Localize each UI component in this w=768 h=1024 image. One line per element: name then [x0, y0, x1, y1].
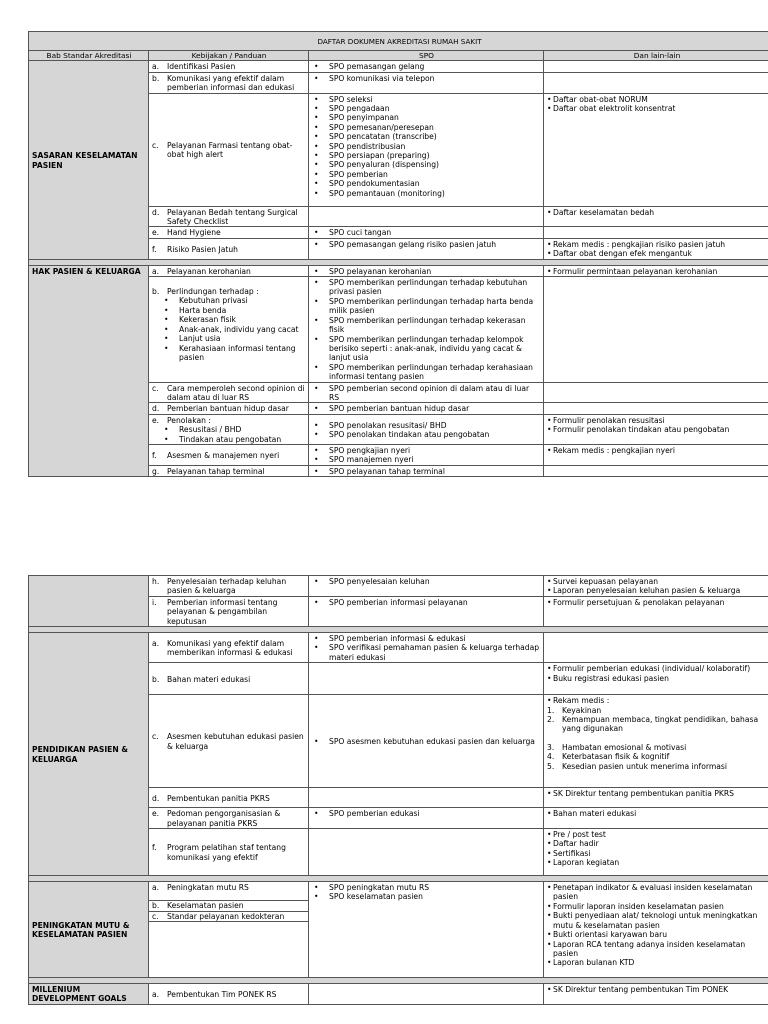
other-cell: [544, 61, 768, 72]
section-peningkatan-mutu: PENINGKATAN MUTU & KESELAMATAN PASIEN: [29, 882, 149, 978]
policy-cell: a. Komunikasi yang efektif dalam memberikan informasi & edukasi: [149, 633, 309, 663]
policy-cell: d. Pembentukan panitia PKRS: [149, 788, 309, 808]
spo-cell: • SPO penyelesaian keluhan: [309, 576, 544, 597]
policy-cell: h. Penyelesaian terhadap keluhan pasien & keluarga: [149, 576, 309, 597]
spo-cell: • SPO cuci tangan: [309, 227, 544, 238]
other-cell: • Rekam medis : pengkajian nyeri: [544, 444, 768, 465]
accreditation-table-part-2: [28, 575, 768, 1005]
other-cell: • Daftar obat-obat NORUM • Daftar obat elektrolit konsentrat: [544, 93, 768, 206]
other-cell: • Bahan materi edukasi: [544, 808, 768, 829]
other-cell: [544, 633, 768, 663]
table-row: [29, 265, 768, 276]
other-cell: • Formulir penolakan resusitasi • Formulir penolakan tindakan atau pengobatan: [544, 414, 768, 444]
table-row: [29, 882, 768, 978]
other-cell: • Survei kepuasan pelayanan • Laporan penyelesaian keluhan pasien & keluarga: [544, 576, 768, 597]
spo-cell: • SPO pelayanan tahap terminal: [309, 465, 544, 476]
policy-cell: f. Risiko Pasien Jatuh: [149, 238, 309, 259]
section-sasaran-keselamatan-pasien: SASARAN KESELAMATAN PASIEN: [29, 61, 149, 259]
policy-cell: a. Pelayanan kerohanian: [149, 265, 309, 276]
spo-cell: • SPO pelayanan kerohanian: [309, 265, 544, 276]
column-header-kebijakan: Kebijakan / Panduan: [149, 51, 309, 61]
policy-cell: f. Asesmen & manajemen nyeri: [149, 444, 309, 465]
spo-cell: • SPO pengkajian nyeri • SPO manajemen nyeri: [309, 444, 544, 465]
policy-cell: d. Pelayanan Bedah tentang Surgical Safety Checklist: [149, 206, 309, 227]
other-cell: • Pre / post test • Daftar hadir • Sertifikasi • Laporan kegiatan: [544, 829, 768, 876]
spo-cell: • SPO pemasangan gelang: [309, 61, 544, 72]
column-header-standar: Bab Standar Akreditasi: [29, 51, 149, 61]
spo-cell: • SPO peningkatan mutu RS • SPO keselamatan pasien: [309, 882, 544, 978]
policy-cell: i. Pemberian informasi tentang pelayanan & pengambilan keputusan: [149, 596, 309, 626]
spo-cell: [309, 829, 544, 876]
policy-cell: g. Pelayanan tahap terminal: [149, 465, 309, 476]
spo-cell: [309, 984, 544, 1005]
policy-cell: b. Perlindungan terhadap : • Kebutuhan privasi • Harta benda • Kekerasan fisik • Anak-anak, individu yang cacat • Lanjut usia • Kerahasiaan informasi tentang pasien: [149, 277, 309, 382]
table-row: [29, 576, 768, 597]
spo-cell: • SPO pemberian informasi pelayanan: [309, 596, 544, 626]
policy-cell: c. Pelayanan Farmasi tentang obat-obat high alert: [149, 93, 309, 206]
spo-cell: [309, 206, 544, 227]
table-row: [29, 633, 768, 663]
spo-cell: • SPO asesmen kebutuhan edukasi pasien dan keluarga: [309, 695, 544, 788]
other-cell: [544, 465, 768, 476]
spo-cell: • SPO pemberian bantuan hidup dasar: [309, 403, 544, 414]
policy-cell: c. Cara memperoleh second opinion di dalam atau di luar RS: [149, 382, 309, 403]
other-cell: • Daftar keselamatan bedah: [544, 206, 768, 227]
accreditation-table-part-1: [28, 31, 768, 477]
policy-cell: d. Pemberian bantuan hidup dasar: [149, 403, 309, 414]
spo-cell: • SPO pemberian second opinion di dalam atau di luar RS: [309, 382, 544, 403]
spo-cell: • SPO penolakan resusitasi/ BHD • SPO penolakan tindakan atau pengobatan: [309, 414, 544, 444]
other-cell: • SK Direktur tentang pembentukan panitia PKRS: [544, 788, 768, 808]
section-pendidikan-pasien-keluarga: PENDIDIKAN PASIEN & KELUARGA: [29, 633, 149, 876]
other-cell: • Formulir pemberian edukasi (individual/ kolaboratif) • Buku registrasi edukasi pasien: [544, 663, 768, 695]
other-cell: [544, 72, 768, 93]
column-header-spo: SPO: [309, 51, 544, 61]
policy-cell: f. Program pelatihan staf tentang komunikasi yang efektif: [149, 829, 309, 876]
spo-cell: • SPO seleksi • SPO pengadaan • SPO penyimpanan • SPO pemesanan/peresepan • SPO pencatatan (transcribe) • SPO pendistribusian • SPO persiapan (preparing) • SPO penyaluran (dispensing) • SPO pemberian • SPO pendokumentasian • SPO pemantauan (monitoring): [309, 93, 544, 206]
table-row: [29, 984, 768, 1005]
other-cell: • SK Direktur tentang pembentukan Tim PONEK: [544, 984, 768, 1005]
spo-cell: • SPO pemberian edukasi: [309, 808, 544, 829]
table-row: [29, 61, 768, 72]
other-cell: • Penetapan indikator & evaluasi insiden keselamatan pasien • Formulir laporan insiden keselamatan pasien • Bukti penyediaan alat/ teknologi untuk meningkatkan mutu & keselamatan pasien • Bukti orientasi karyawan baru • Laporan RCA tentang adanya insiden keselamatan pasien • Laporan bulanan KTD: [544, 882, 768, 978]
column-header-lain: Dan lain-lain: [544, 51, 768, 61]
policy-cell: b. Komunikasi yang efektif dalam pemberian informasi dan edukasi: [149, 72, 309, 93]
section-hak-pasien-keluarga-continued: [29, 576, 149, 627]
spo-cell: • SPO pemberian informasi & edukasi • SPO verifikasi pemahaman pasien & keluarga terhadap materi edukasi: [309, 633, 544, 663]
policy-cell: a. Peningkatan mutu RS b. Keselamatan pasien c. Standar pelayanan kedokteran: [149, 882, 309, 978]
policy-cell: a. Identifikasi Pasien: [149, 61, 309, 72]
section-hak-pasien-keluarga: HAK PASIEN & KELUARGA: [29, 265, 149, 477]
policy-cell: a. Pembentukan Tim PONEK RS: [149, 984, 309, 1005]
policy-cell: e. Pedoman pengorganisasian & pelayanan panitia PKRS: [149, 808, 309, 829]
other-cell: [544, 403, 768, 414]
other-cell: • Rekam medis : 1. Keyakinan 2. Kemampuan membaca, tingkat pendidikan, bahasa yang digunakan 3. Hambatan emosional & motivasi 4. Keterbatasan fisik & kognitif 5. Kesedian pasien untuk menerima informasi: [544, 695, 768, 788]
table-title: DAFTAR DOKUMEN AKREDITASI RUMAH SAKIT: [29, 32, 768, 51]
spo-cell: • SPO komunikasi via telepon: [309, 72, 544, 93]
spo-cell: [309, 788, 544, 808]
spo-cell: [309, 663, 544, 695]
other-cell: [544, 227, 768, 238]
other-cell: • Formulir persetujuan & penolakan pelayanan: [544, 596, 768, 626]
other-cell: [544, 277, 768, 382]
policy-cell: e. Penolakan : • Resusitasi / BHD • Tindakan atau pengobatan: [149, 414, 309, 444]
spo-cell: • SPO memberikan perlindungan terhadap kebutuhan privasi pasien • SPO memberikan perlindungan terhadap harta benda milik pasien • SPO memberikan perlindungan terhadap kekerasan fisik • SPO memberikan perlindungan terhadap kelompok berisiko seperti : anak-anak, individu yang cacat & lanjut usia • SPO memberikan perlindungan terhadap kerahasiaan informasi tentang pasien: [309, 277, 544, 382]
other-cell: • Formulir permintaan pelayanan kerohanian: [544, 265, 768, 276]
section-millenium-development-goals: MILLENIUM DEVELOPMENT GOALS: [29, 984, 149, 1005]
policy-cell: e. Hand Hygiene: [149, 227, 309, 238]
policy-cell: b. Bahan materi edukasi: [149, 663, 309, 695]
policy-cell: c. Asesmen kebutuhan edukasi pasien & keluarga: [149, 695, 309, 788]
other-cell: • Rekam medis : pengkajian risiko pasien jatuh • Daftar obat dengan efek mengantuk: [544, 238, 768, 259]
other-cell: [544, 382, 768, 403]
spo-cell: • SPO pemasangan gelang risiko pasien jatuh: [309, 238, 544, 259]
